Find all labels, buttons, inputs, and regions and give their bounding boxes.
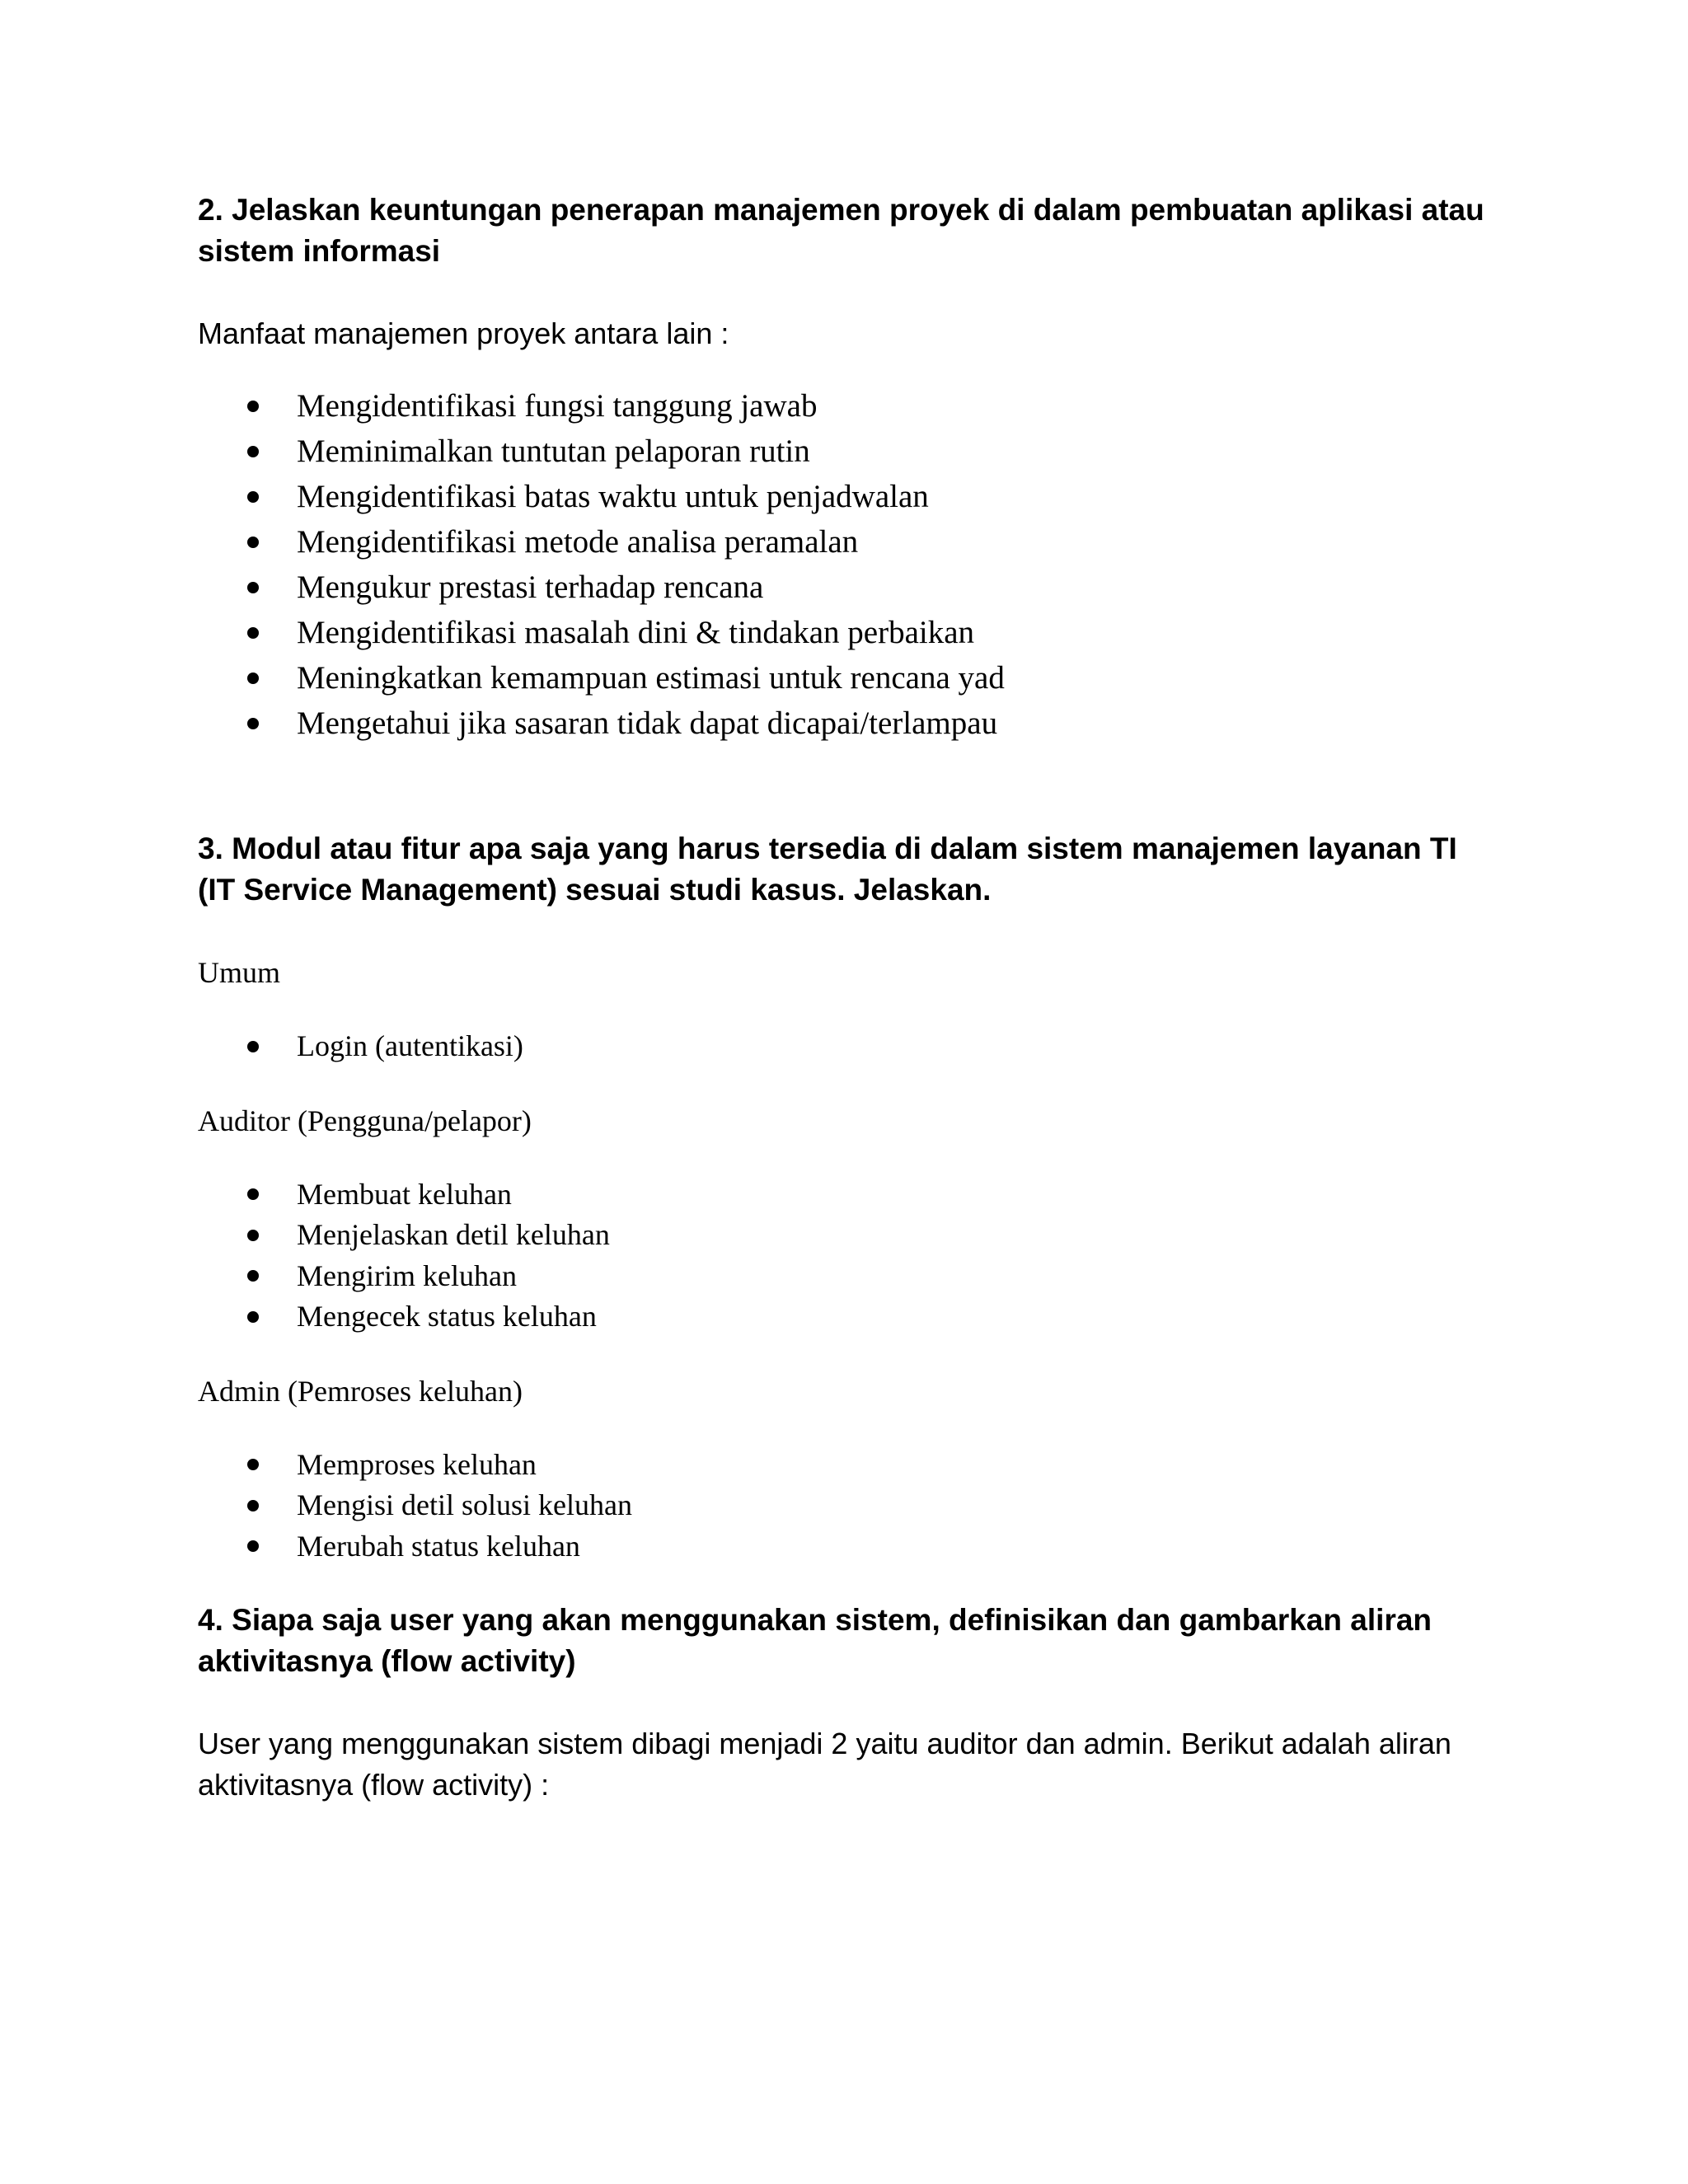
bullet-icon: [247, 673, 259, 684]
group-label-umum: Umum: [198, 956, 281, 989]
bullet-icon: [247, 1540, 259, 1552]
bullet-icon: [247, 582, 259, 593]
bullet-icon: [247, 1270, 259, 1282]
bullet-icon: [247, 1500, 259, 1511]
bullet-icon: [247, 1459, 259, 1470]
list-item: Mengetahui jika sasaran tidak dapat dicapai/terlampau: [198, 701, 1500, 746]
bullet-icon: [247, 537, 259, 548]
document-page: [198, 190, 1500, 1806]
bullet-icon: [247, 718, 259, 729]
section-2: [198, 190, 1500, 746]
list-item: Mengidentifikasi masalah dini & tindakan perbaikan: [198, 610, 1500, 655]
section-4-heading: 4. Siapa saja user yang akan menggunakan sistem, definisikan dan gambarkan aliran aktivitasnya (flow activity): [198, 1603, 1432, 1678]
section-4: [198, 1600, 1500, 1806]
group-admin-list: [198, 1445, 1500, 1568]
bullet-icon: [247, 446, 259, 457]
bullet-icon: [247, 1041, 259, 1052]
section-3: [198, 828, 1500, 1567]
group-umum-list: [198, 1026, 1500, 1067]
list-item: Mengidentifikasi fungsi tanggung jawab: [198, 383, 1500, 429]
section-3-heading: 3. Modul atau fitur apa saja yang harus tersedia di dalam sistem manajemen layanan TI (IT Service Management) sesuai studi kasus. Jelaskan.: [198, 832, 1457, 907]
bullet-icon: [247, 1230, 259, 1241]
section-2-bullet-list: [198, 383, 1500, 746]
list-item: Memproses keluhan: [198, 1445, 1500, 1486]
group-label-auditor: Auditor (Pengguna/pelapor): [198, 1104, 532, 1137]
list-item: Mengirim keluhan: [198, 1256, 1500, 1297]
list-item: Mengidentifikasi metode analisa peramalan: [198, 519, 1500, 565]
list-item: Meminimalkan tuntutan pelaporan rutin: [198, 429, 1500, 474]
list-item: Mengukur prestasi terhadap rencana: [198, 565, 1500, 610]
list-item: Meningkatkan kemampuan estimasi untuk rencana yad: [198, 655, 1500, 701]
group-label-admin: Admin (Pemroses keluhan): [198, 1374, 523, 1408]
list-item: Membuat keluhan: [198, 1174, 1500, 1216]
list-item: Menjelaskan detil keluhan: [198, 1215, 1500, 1256]
list-item: Merubah status keluhan: [198, 1526, 1500, 1568]
group-auditor-list: [198, 1174, 1500, 1338]
bullet-icon: [247, 627, 259, 639]
section-4-body: User yang menggunakan sistem dibagi menjadi 2 yaitu auditor dan admin. Berikut adalah aliran aktivitasnya (flow activity) :: [198, 1727, 1451, 1802]
bullet-icon: [247, 1311, 259, 1323]
bullet-icon: [247, 1188, 259, 1200]
list-item: Login (autentikasi): [198, 1026, 1500, 1067]
list-item: Mengecek status keluhan: [198, 1296, 1500, 1338]
bullet-icon: [247, 491, 259, 503]
list-item: Mengisi detil solusi keluhan: [198, 1485, 1500, 1526]
section-2-heading: 2. Jelaskan keuntungan penerapan manajemen proyek di dalam pembuatan aplikasi atau sistem informasi: [198, 193, 1484, 268]
section-2-intro: Manfaat manajemen proyek antara lain :: [198, 316, 729, 350]
bullet-icon: [247, 401, 259, 412]
list-item: Mengidentifikasi batas waktu untuk penjadwalan: [198, 474, 1500, 519]
